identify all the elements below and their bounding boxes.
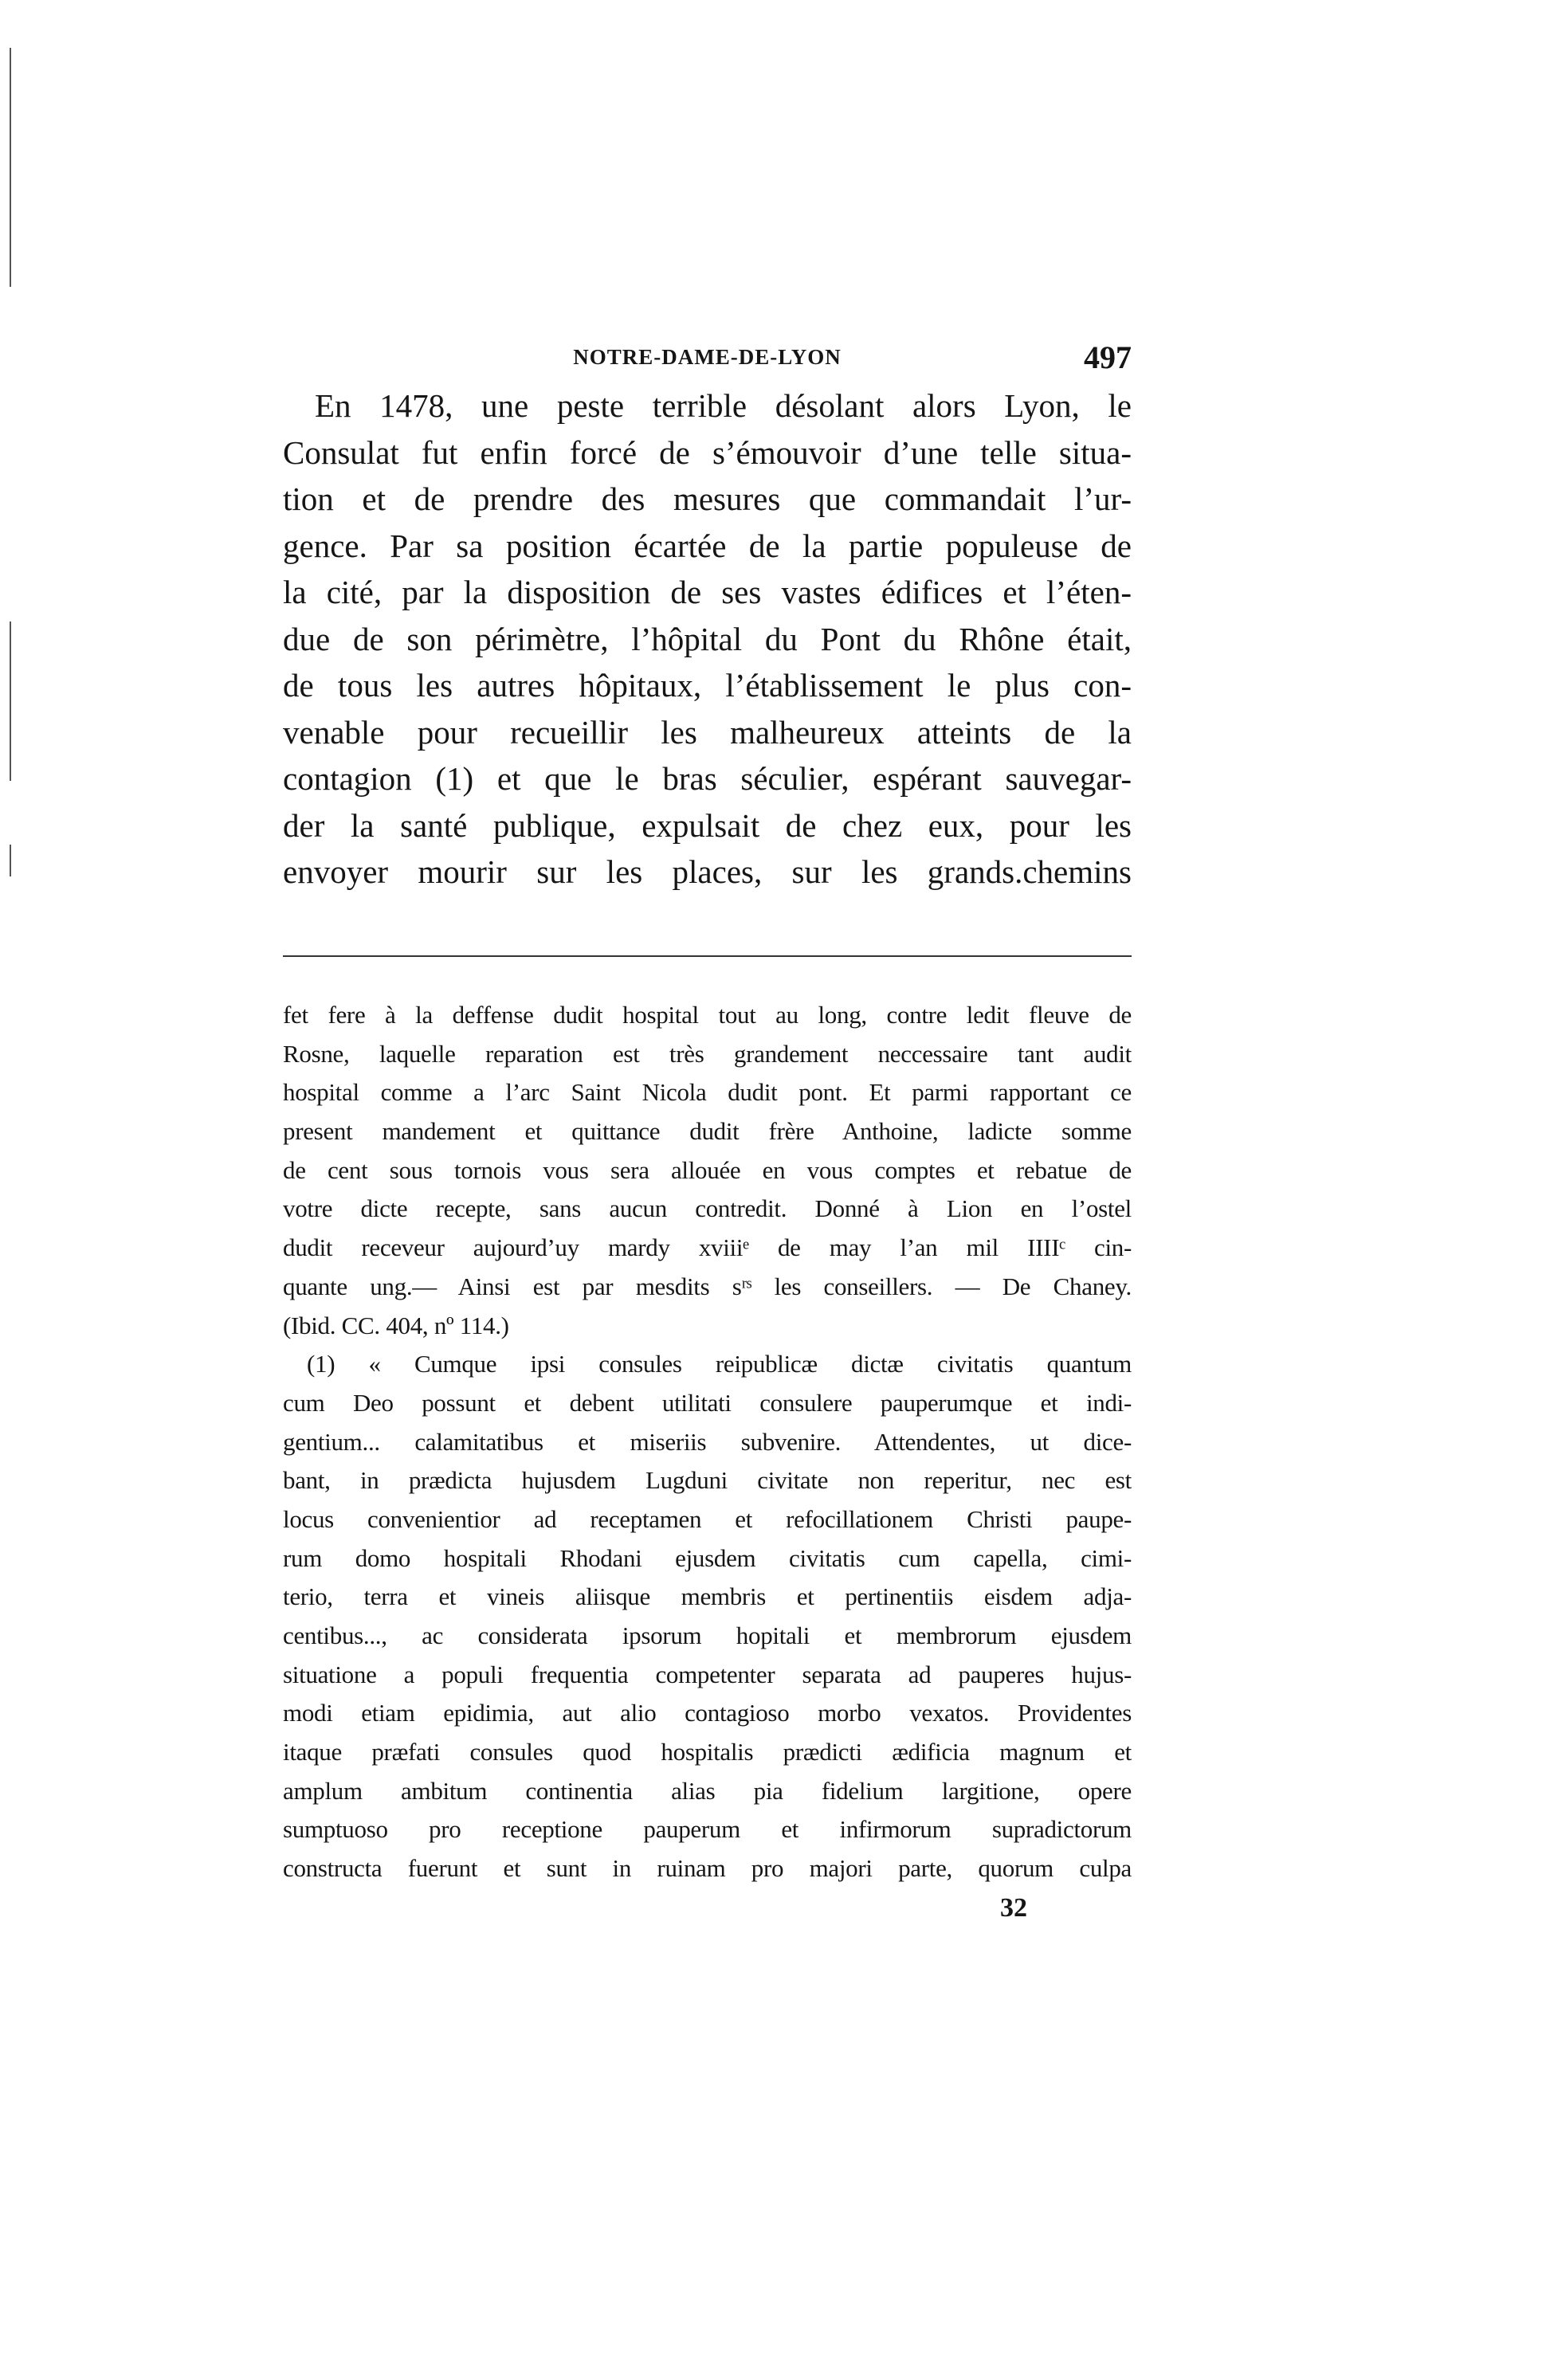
scan-edge-mark	[10, 845, 11, 876]
footnote-1-line: bant, in prædicta hujusdem Lugduni civitate non reperitur, nec est	[283, 1466, 1132, 1495]
main-text-line: tion et de prendre des mesures que commandait l’ur-	[283, 480, 1132, 517]
footnote-continued-line: Rosne, laquelle reparation est très grandement neccessaire tant audit	[283, 1039, 1132, 1068]
main-text-line: venable pour recueillir les malheureux atteints de la	[283, 713, 1132, 751]
main-text-line: due de son périmètre, l’hôpital du Pont du Rhône était,	[283, 620, 1132, 657]
main-text-line: gence. Par sa position écartée de la partie populeuse de	[283, 527, 1132, 564]
footnote-1-line: terio, terra et vineis aliisque membris et pertinentiis eisdem adja-	[283, 1582, 1132, 1611]
footnote-continued-line: hospital comme a l’arc Saint Nicola dudit pont. Et parmi rapportant ce	[283, 1078, 1132, 1107]
main-text	[283, 382, 1132, 896]
main-text-line: Consulat fut enfin forcé de s’émouvoir d’une telle situa-	[283, 433, 1132, 471]
footnote-1-line: amplum ambitum continentia alias pia fidelium largitione, opere	[283, 1776, 1132, 1805]
footnote-1-line: centibus..., ac considerata ipsorum hopitali et membrorum ejusdem	[283, 1621, 1132, 1649]
main-text-line: En 1478, une peste terrible désolant alors Lyon, le	[315, 387, 1132, 424]
page-number: 497	[1084, 339, 1132, 375]
main-text-line: envoyer mourir sur les places, sur les grands.chemins	[283, 853, 1132, 890]
main-text-line: la cité, par la disposition de ses vastes édifices et l’éten-	[283, 574, 1132, 610]
footnote-1-line: constructa fuerunt et sunt in ruinam pro majori parte, quorum culpa	[283, 1854, 1132, 1883]
scan-edge-mark	[10, 48, 11, 287]
footnote-continued-line: de cent sous tornois vous sera allouée en vous comptes et rebatue de	[283, 1155, 1132, 1184]
page-header	[283, 339, 1132, 378]
footnote-continued-line: (Ibid. CC. 404, nº 114.)	[283, 1311, 509, 1339]
scan-edge-mark	[10, 621, 11, 781]
footnote-continued-line: quante ung.— Ainsi est par mesdits sʳˢ les conseillers. — De Chaney.	[283, 1272, 1132, 1300]
main-text-line: de tous les autres hôpitaux, l’établissement le plus con-	[283, 667, 1132, 704]
footnote-1-line: situatione a populi frequentia competenter separata ad pauperes hujus-	[283, 1660, 1132, 1688]
main-text-line: der la santé publique, expulsait de chez eux, pour les	[283, 806, 1132, 844]
footnote-1-line: locus convenientior ad receptamen et refocillationem Christi paupe-	[283, 1504, 1132, 1533]
footnotes	[283, 996, 1132, 1888]
footnote-1-line: rum domo hospitali Rhodani ejusdem civitatis cum capella, cimi-	[283, 1543, 1132, 1572]
footnote-1-line: modi etiam epidimia, aut alio contagioso morbo vexatos. Providentes	[283, 1699, 1132, 1727]
footnote-1-line: itaque præfati consules quod hospitalis prædicti ædificia magnum et	[283, 1738, 1132, 1766]
footnote-continued-line: dudit receveur aujourd’uy mardy xviiiᵉ de may l’an mil IIIIᶜ cin-	[283, 1233, 1132, 1262]
footnote-separator	[283, 955, 1132, 957]
signature-mark: 32	[1000, 1893, 1027, 1923]
footnote-continued-line: votre dicte recepte, sans aucun contredit. Donné à Lion en l’ostel	[283, 1194, 1132, 1223]
footnote-continued-line: present mandement et quittance dudit frère Anthoine, ladicte somme	[283, 1117, 1132, 1146]
footnote-continued-line: fet fere à la deffense dudit hospital tout au long, contre ledit fleuve de	[283, 1001, 1132, 1029]
footnote-1-line: gentium... calamitatibus et miseriis subvenire. Attendentes, ut dice-	[283, 1427, 1132, 1456]
footnote-1-line: cum Deo possunt et debent utilitati consulere pauperumque et indi-	[283, 1388, 1132, 1417]
footnote-1-line: (1) « Cumque ipsi consules reipublicæ dictæ civitatis quantum	[307, 1350, 1132, 1378]
main-text-line: contagion (1) et que le bras séculier, espérant sauvegar-	[283, 760, 1132, 797]
footnote-1-line: sumptuoso pro receptione pauperum et infirmorum supradictorum	[283, 1815, 1132, 1844]
running-title: NOTRE-DAME-DE-LYON	[573, 345, 842, 369]
